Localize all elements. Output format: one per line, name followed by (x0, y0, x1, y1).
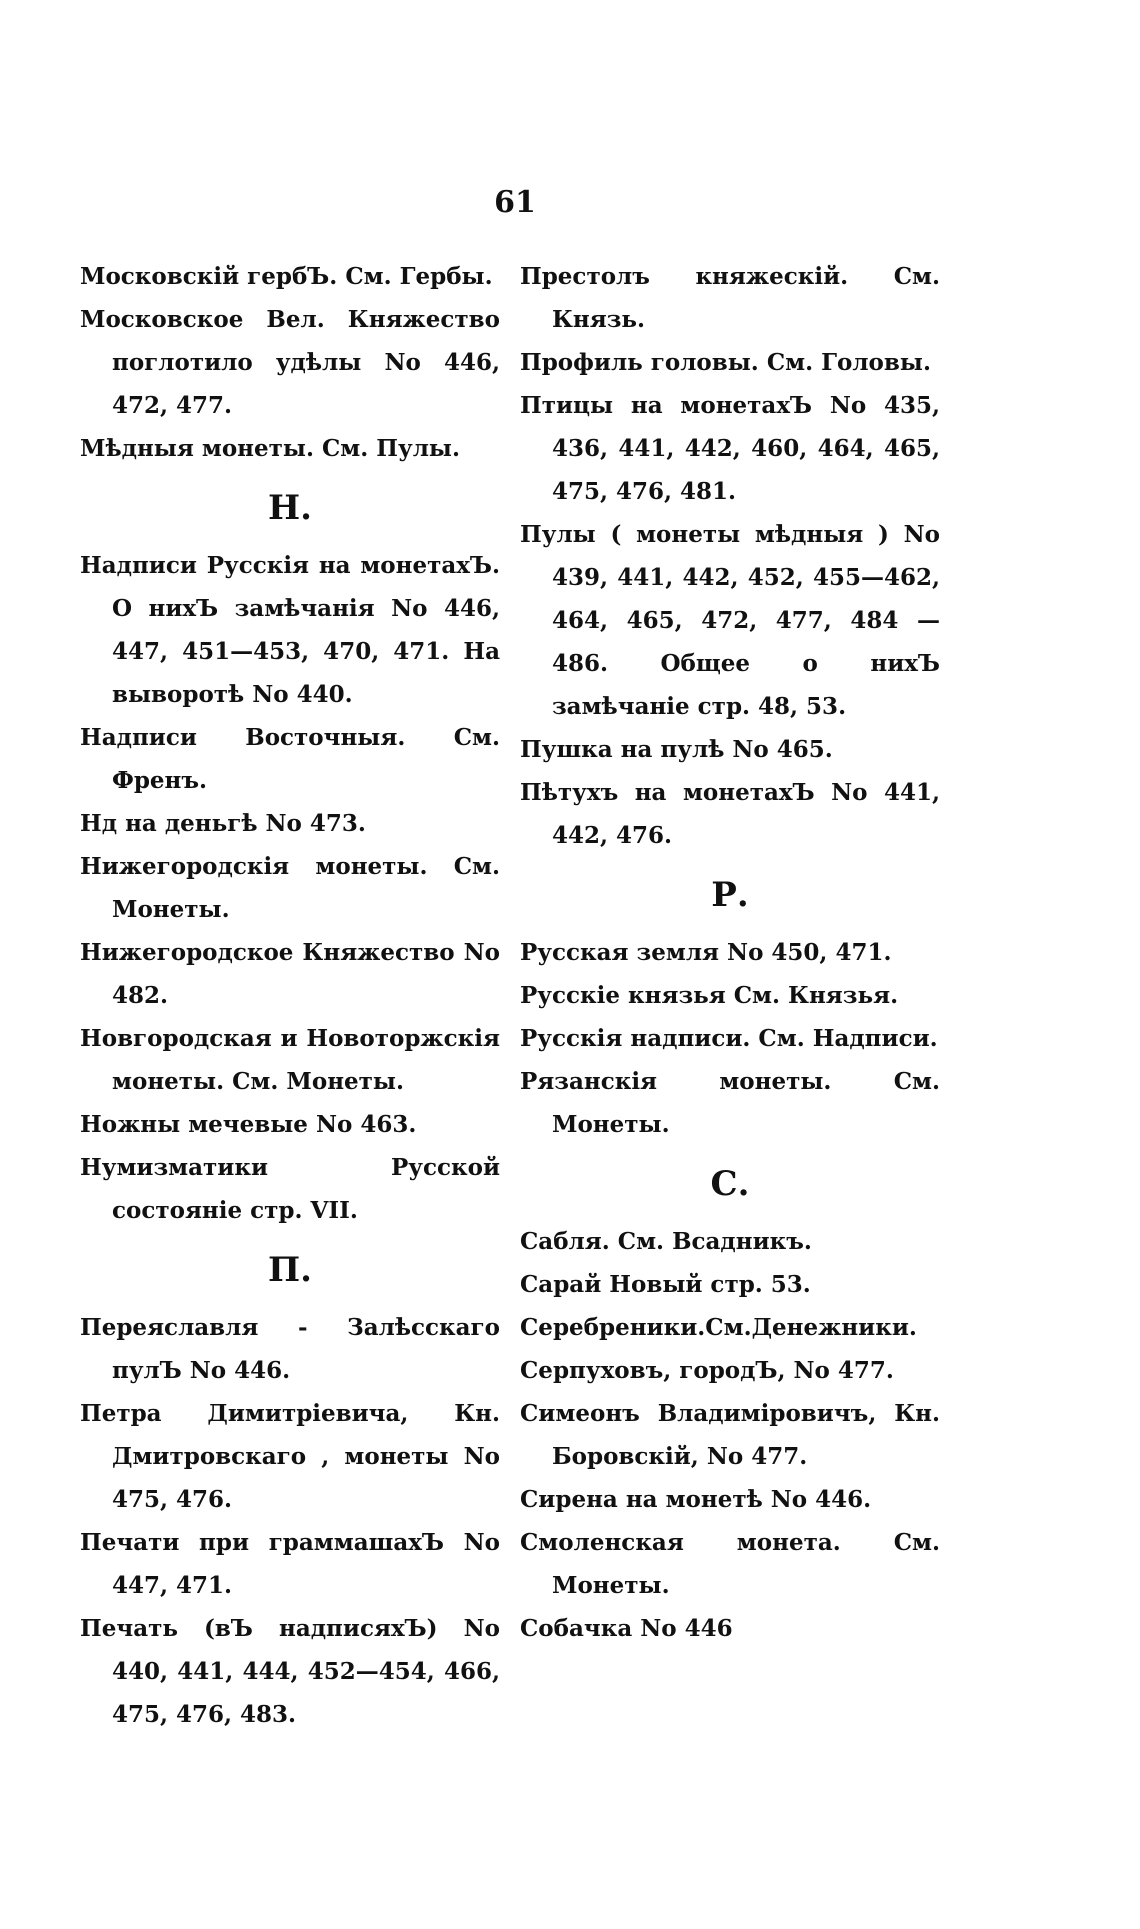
entry: Рязанскія монеты. См. Монеты. (520, 1068, 940, 1138)
entry: Мѣдныя монеты. См. Пулы. (80, 435, 460, 462)
entry: Нижегородское Княжество No 482. (80, 939, 500, 1009)
entry: Сирена на монетѣ No 446. (520, 1486, 872, 1513)
entry: Нд на деньгѣ No 473. (80, 810, 366, 837)
left-column (80, 255, 500, 1736)
entry: Нумизматики Русской состояніе стр. VII. (80, 1154, 500, 1224)
entry: Пулы ( монеты мѣдныя ) No 439, 441, 442, 452, 455—462, 464, 465, 472, 477, 484 —486. Общее о нихЪ замѣчаніе стр. 48, 53. (520, 521, 940, 720)
section-letter: С. (710, 1164, 750, 1204)
entry: Русская земля No 450, 471. (520, 939, 892, 966)
entry: Профиль головы. См. Головы. (520, 349, 931, 376)
entry: Птицы на монетахЪ No 435, 436, 441, 442, 460, 464, 465, 475, 476, 481. (520, 392, 940, 505)
entry: Симеонъ Владиміровичъ, Кн. Боровскій, No 477. (520, 1400, 940, 1470)
section-letter: П. (268, 1250, 312, 1290)
entry: Переяславля - Залѣсскаго пулЪ No 446. (80, 1314, 500, 1384)
entry: Надписи Восточныя. См. Френъ. (80, 724, 500, 794)
entry: Петра Димитріевича, Кн. Дмитровскаго , монеты No 475, 476. (80, 1400, 500, 1513)
section-letter: Р. (711, 875, 749, 915)
entry: Пушка на пулѣ No 465. (520, 736, 833, 763)
entry: Серебреники.См.Денежники. (520, 1314, 917, 1341)
entry: Сарай Новый стр. 53. (520, 1271, 811, 1298)
entry: Русскія надписи. См. Надписи. (520, 1025, 938, 1052)
entry: Ножны мечевые No 463. (80, 1111, 417, 1138)
entry: Московское Вел. Княжество поглотило удѣлы No 446, 472, 477. (80, 306, 500, 419)
section-letter: Н. (268, 488, 312, 528)
entry: Серпуховъ, городЪ, No 477. (520, 1357, 894, 1384)
right-column (520, 255, 940, 1650)
entry: Собачка No 446 (520, 1615, 733, 1642)
entry: Печати при граммашахЪ No 447, 471. (80, 1529, 500, 1599)
entry: Русскіе князья См. Князья. (520, 982, 899, 1009)
entry: Надписи Русскія на монетахЪ. О нихЪ замѣчанія No 446, 447, 451—453, 470, 471. На выворотѣ No 440. (80, 552, 500, 708)
page-number: 61 (494, 185, 536, 220)
entry: Сабля. См. Всадникъ. (520, 1228, 812, 1255)
entry: Пѣтухъ на монетахЪ No 441, 442, 476. (520, 779, 940, 849)
entry: Нижегородскія монеты. См. Монеты. (80, 853, 500, 923)
entry: Московскій гербЪ. См. Гербы. (80, 263, 493, 290)
entry: Новгородская и Новоторжскія монеты. См. Монеты. (80, 1025, 500, 1095)
entry: Печать (вЪ надписяхЪ) No 440, 441, 444, 452—454, 466, 475, 476, 483. (80, 1615, 500, 1728)
entry: Престолъ княжескій. См. Князь. (520, 263, 940, 333)
entry: Смоленская монета. См. Монеты. (520, 1529, 940, 1599)
